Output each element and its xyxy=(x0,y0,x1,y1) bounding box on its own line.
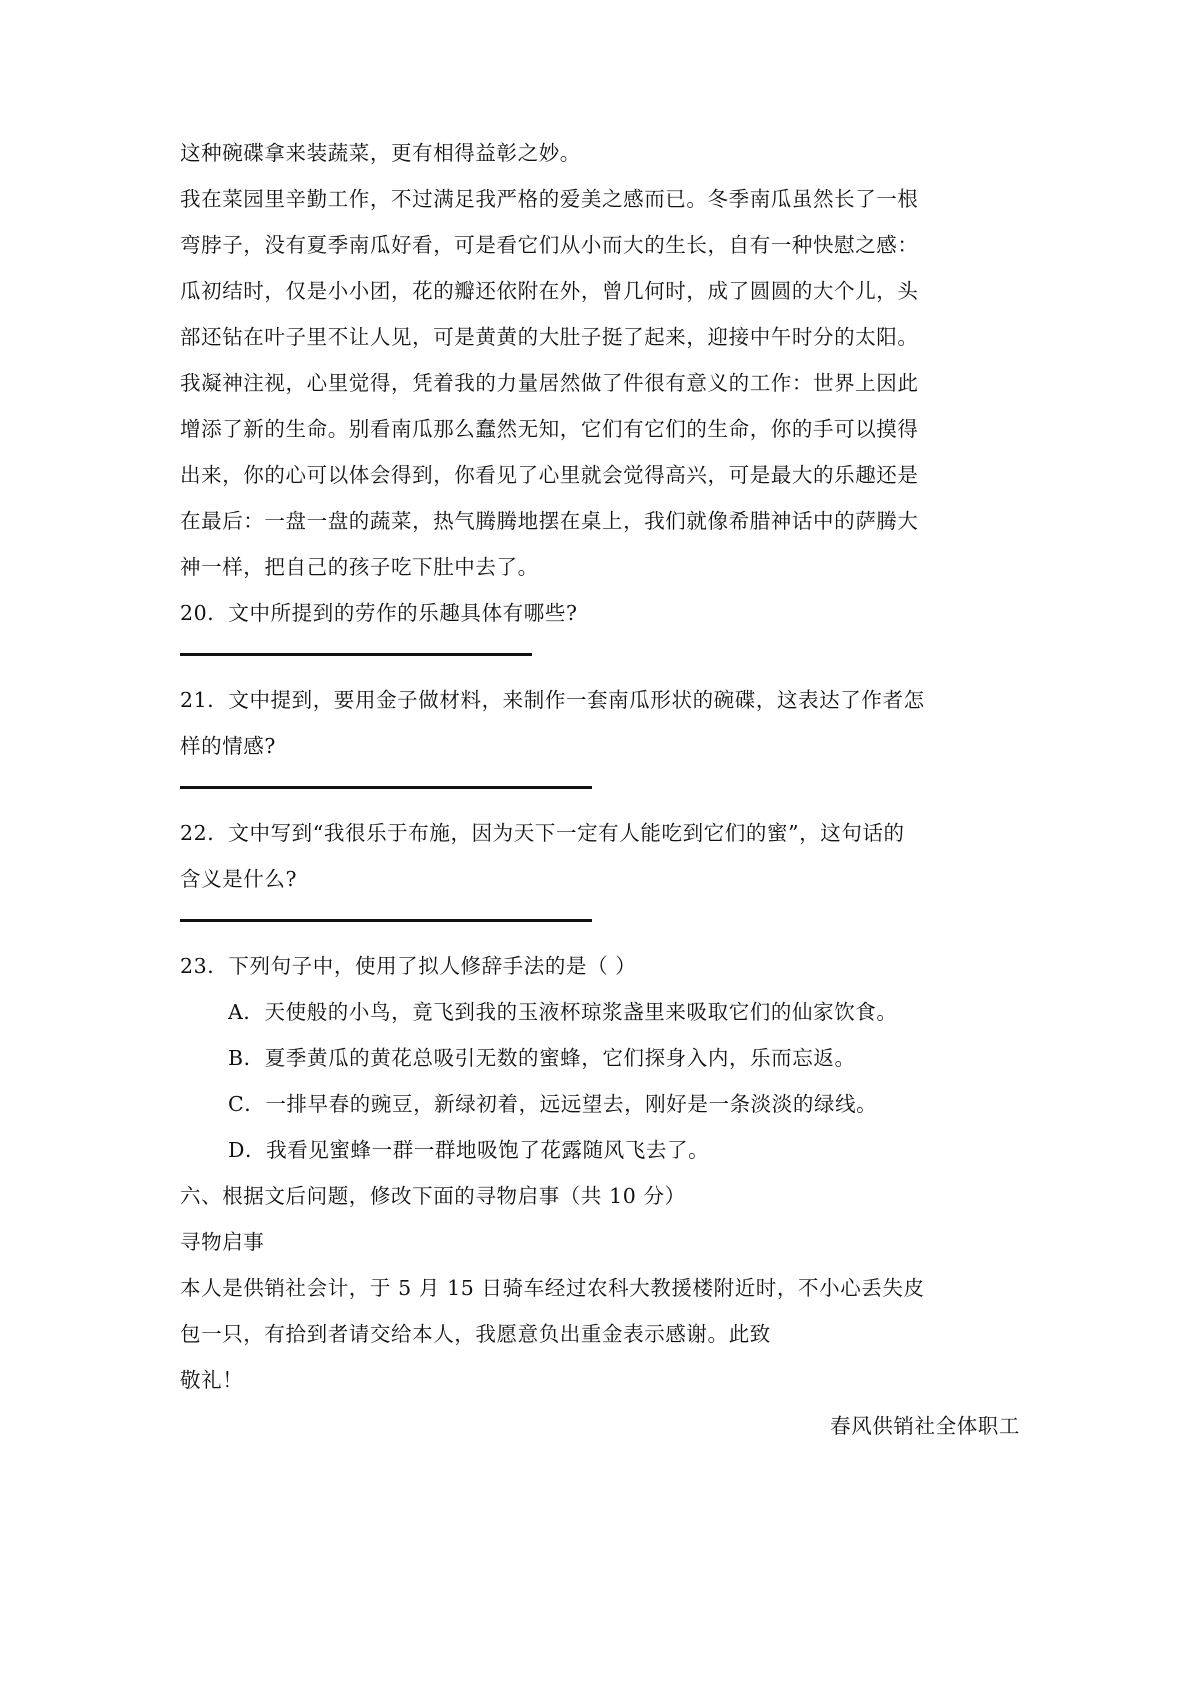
notice-body: 本人是供销社会计，于 5 月 15 日骑车经过农科大教援楼附近时，不小心丢失皮 xyxy=(180,1276,925,1300)
answer-line-21[interactable] xyxy=(180,786,592,789)
notice-body-cont: 包一只，有拾到者请交给本人，我愿意负出重金表示感谢。此致 xyxy=(180,1322,771,1346)
passage-line: 弯脖子，没有夏季南瓜好看，可是看它们从小而大的生长，自有一种快慰之感： xyxy=(180,233,919,257)
question-23: 23．下列句子中，使用了拟人修辞手法的是（ ） xyxy=(180,954,637,978)
option-b[interactable]: B．夏季黄瓜的黄花总吸引无数的蜜蜂，它们探身入内，乐而忘返。 xyxy=(228,1046,856,1070)
answer-line-20[interactable] xyxy=(180,653,532,656)
question-22-cont: 含义是什么? xyxy=(180,867,298,891)
passage-line: 在最后：一盘一盘的蔬菜，热气腾腾地摆在桌上，我们就像希腊神话中的萨腾大 xyxy=(180,509,919,533)
notice-closing: 敬礼！ xyxy=(180,1368,244,1392)
question-21: 21．文中提到，要用金子做材料，来制作一套南瓜形状的碗碟，这表达了作者怎 xyxy=(180,688,925,712)
option-d[interactable]: D．我看见蜜蜂一群一群地吸饱了花露随风飞去了。 xyxy=(228,1138,710,1162)
notice-title: 寻物启事 xyxy=(180,1230,265,1254)
question-21-cont: 样的情感? xyxy=(180,734,276,758)
passage-line: 我凝神注视，心里觉得，凭着我的力量居然做了件很有意义的工作：世界上因此 xyxy=(180,371,919,395)
passage-line: 瓜初结时，仅是小小团，花的瓣还依附在外，曾几何时，成了圆圆的大个儿，头 xyxy=(180,279,919,303)
passage-line: 我在菜园里辛勤工作，不过满足我严格的爱美之感而已。冬季南瓜虽然长了一根 xyxy=(180,187,919,211)
question-22: 22．文中写到“我很乐于布施，因为天下一定有人能吃到它们的蜜”，这句话的 xyxy=(180,821,905,845)
section-heading: 六、根据文后问题，修改下面的寻物启事（共 10 分） xyxy=(180,1184,686,1208)
answer-line-22[interactable] xyxy=(180,919,592,922)
passage-line: 这种碗碟拿来装蔬菜，更有相得益彰之妙。 xyxy=(180,141,581,165)
question-20: 20．文中所提到的劳作的乐趣具体有哪些? xyxy=(180,601,578,625)
notice-signature: 春风供销社全体职工 xyxy=(830,1414,1020,1438)
passage-line: 增添了新的生命。别看南瓜那么蠢然无知，它们有它们的生命，你的手可以摸得 xyxy=(180,417,919,441)
document-page xyxy=(180,0,1020,1684)
passage-line: 神一样，把自己的孩子吃下肚中去了。 xyxy=(180,555,539,579)
passage-line: 出来，你的心可以体会得到，你看见了心里就会觉得高兴，可是最大的乐趣还是 xyxy=(180,463,919,487)
passage-line: 部还钻在叶子里不让人见，可是黄黄的大肚子挺了起来，迎接中午时分的太阳。 xyxy=(180,325,919,349)
option-c[interactable]: C．一排早春的豌豆，新绿初着，远远望去，刚好是一条淡淡的绿线。 xyxy=(228,1092,878,1116)
option-a[interactable]: A．天使般的小鸟，竟飞到我的玉液杯琼浆盏里来吸取它们的仙家饮食。 xyxy=(228,1000,898,1024)
